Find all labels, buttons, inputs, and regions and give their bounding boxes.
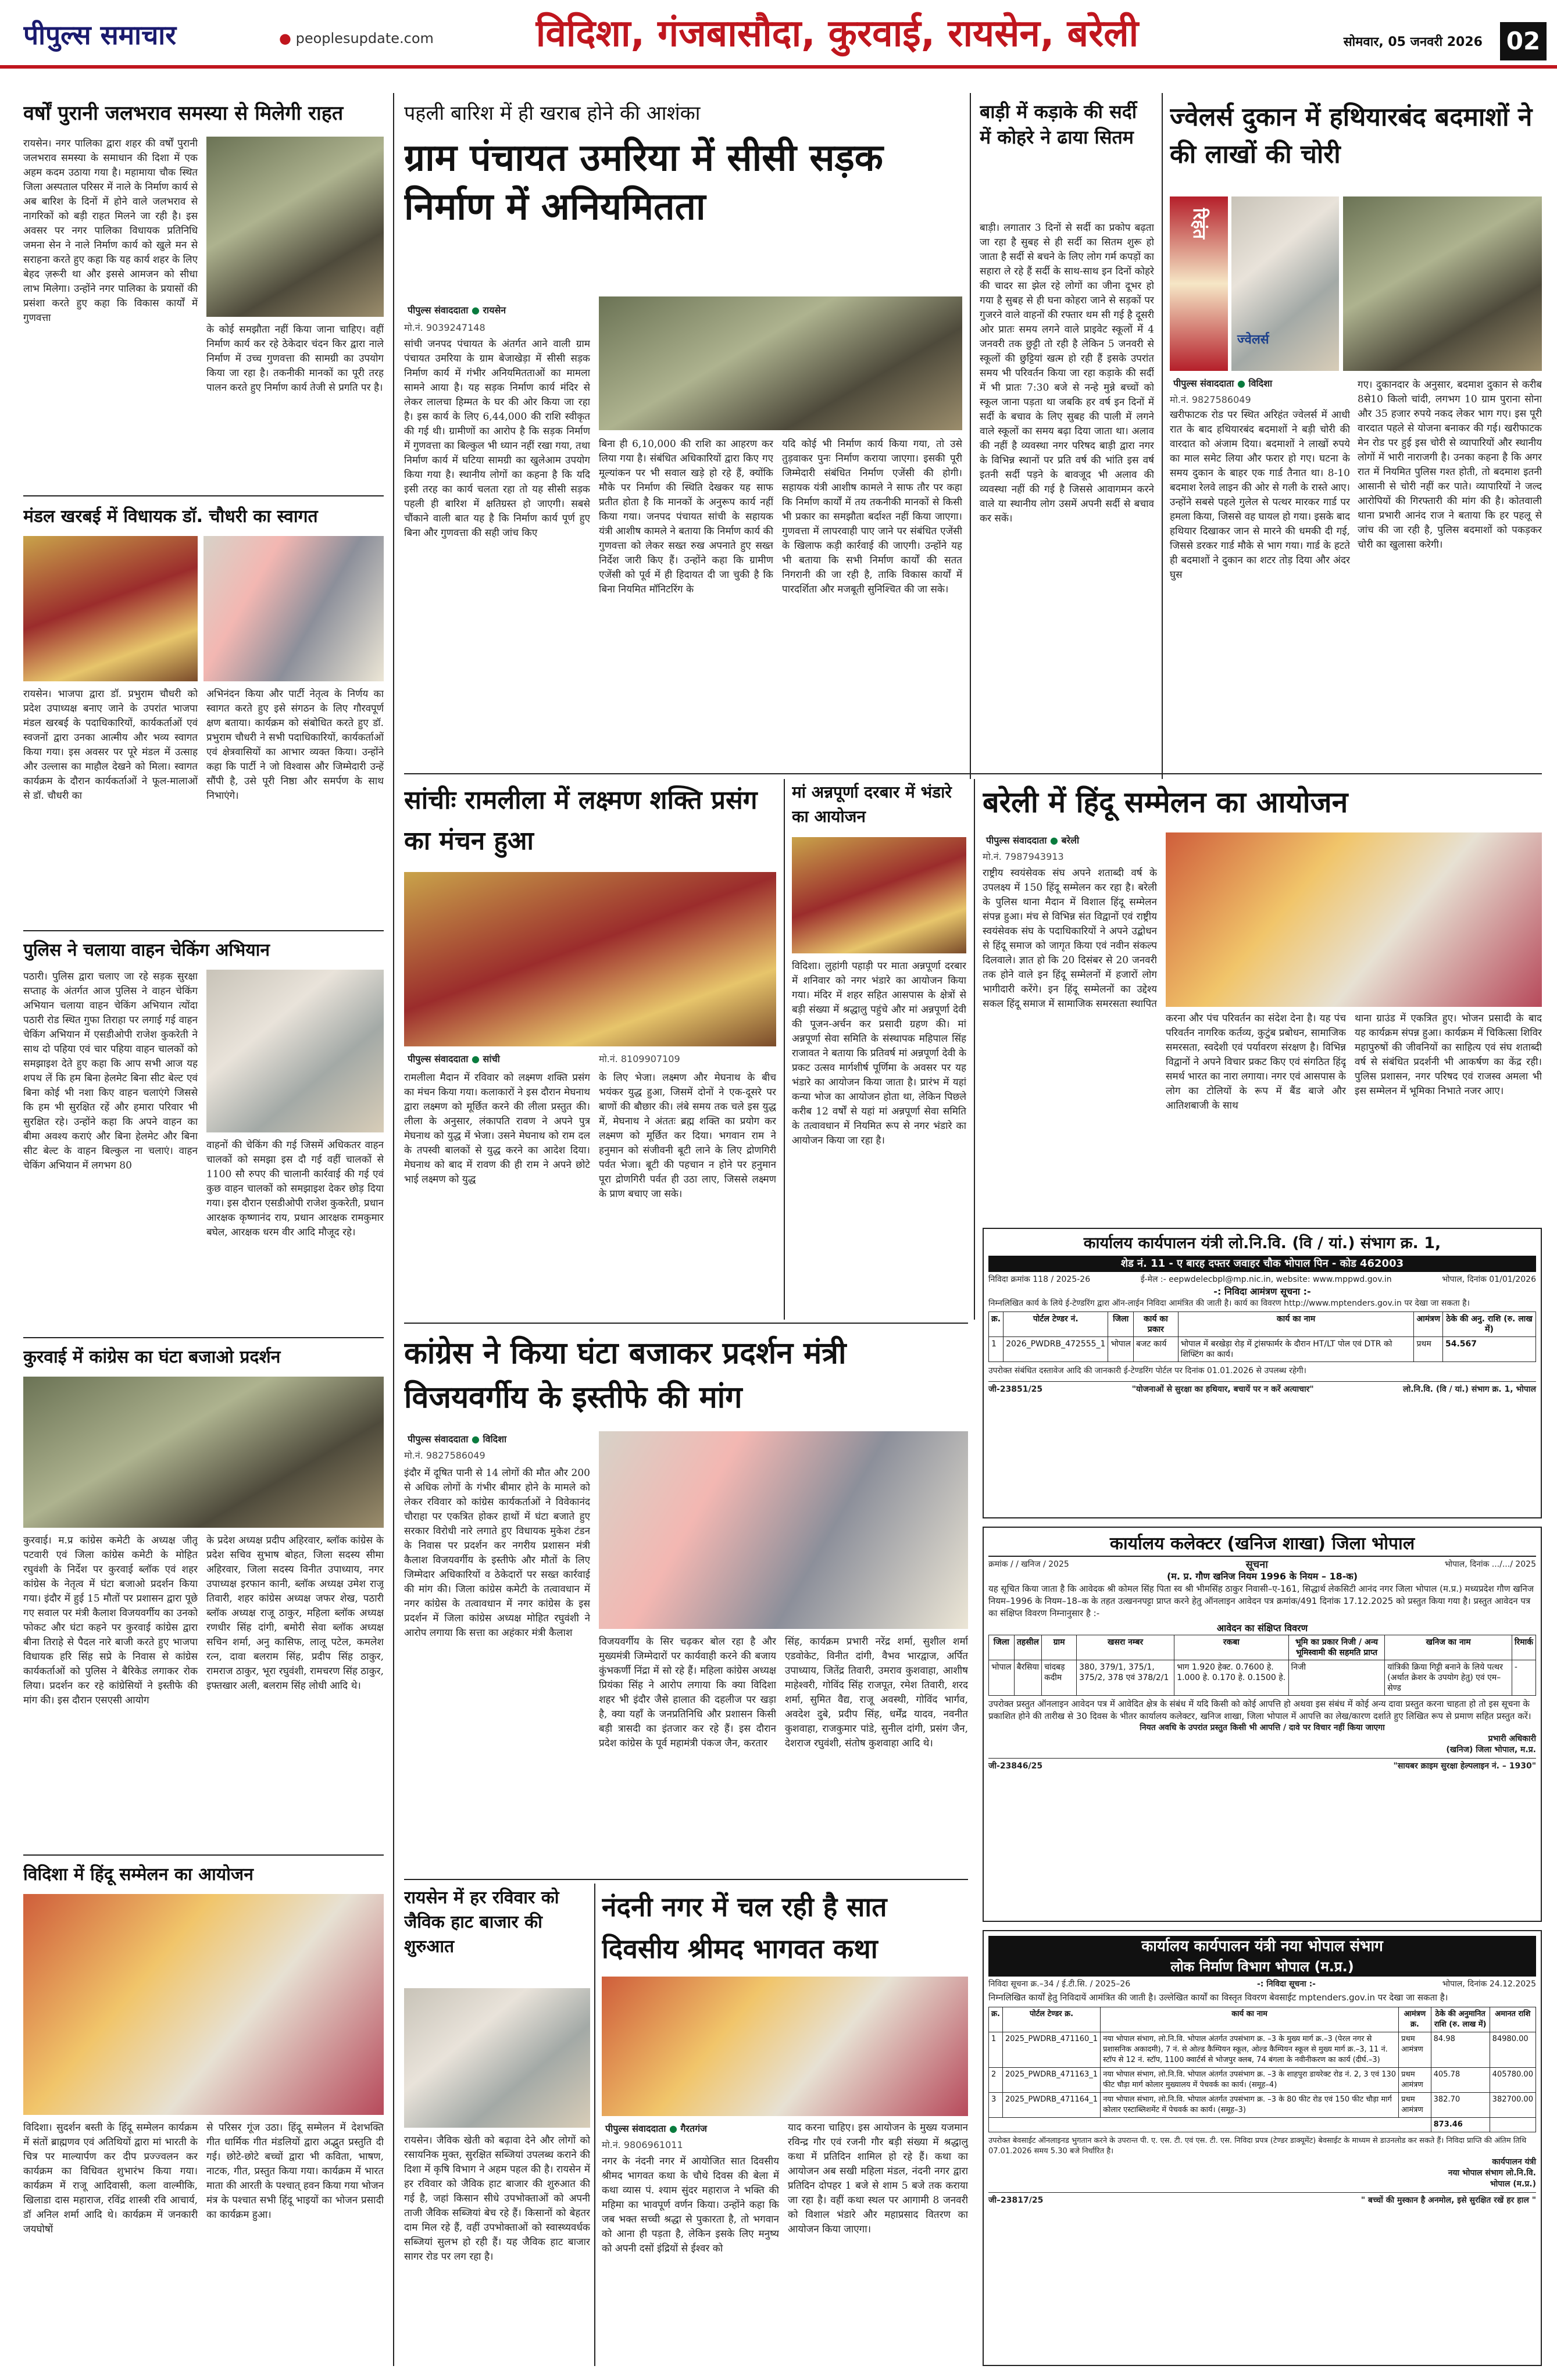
divider bbox=[23, 1854, 384, 1856]
dot-icon: ● bbox=[471, 305, 480, 316]
a2-photo-left bbox=[23, 536, 198, 681]
ad2-th: खसरा नम्बर bbox=[1077, 1635, 1174, 1660]
a4-headline: कुरवाई में कांग्रेस का घंटा बजाओ प्रदर्शन bbox=[23, 1347, 281, 1367]
ad1-email: ई-मेल :- eepwdelecbpl@mp.nic.in, website: www.mppwd.gov.in bbox=[1140, 1275, 1392, 1284]
ad2-title: कार्यालय कलेक्टर (खनिज शाखा) जिला भोपाल bbox=[988, 1532, 1536, 1557]
a11-byline: पीपुल्स संवाददाता ● बरेली bbox=[983, 832, 1157, 849]
a6-body-1: सांची जनपद पंचायत के अंतर्गत आने वाली ग्राम पंचायत उमरिया के ग्राम बेजाखेड़ा में सीसी सड़क निर्माण कार्य में गंभीर अनियमितताओं का मामला सामने आया है। यह सड़क निर्माण कार्य मंदिर से लेकर लालचा हिम्मत के घर की ओर किया जा रहा है। इस कार्य के लिए 6,44,000 की राशि स्वीकृत की गई थी। ग्रामीणों का आरोप है कि सड़क निर्माण में गुणवत्ता का बिल्कुल भी ध्यान नहीं रखा गया, तथा निर्माण कार्य में घटिया सामग्री का खुलेआम उपयोग किया गया है। स्थानीय लोगों का कहना है कि यदि इसी तरह का कार्य चलता रहा तो यह सीसी सड़क पहली ही बारिश में क्षतिग्रस्त हो जाएगी। सबसे चौंकाने वाली बात यह है कि निर्माण कार्य पूर्ण हुए बिना और गुणवत्ता की सही जांच किए bbox=[404, 338, 590, 539]
ad2-body: यह सूचित किया जाता है कि आवेदक श्री कोमल सिंह पिता स्व श्री भीमसिंह ठाकुर निवासी–ए-161, सिद्धार्थ लेकसिटी आनंद नगर जिला भोपाल (म.प्र.) मध्यप्रदेश गौण खनिज नियम–1996 के नियम–18–क के तहत उत्खननपट्टा प्राप्त करने हेतु ऑनलाइन आवेदन पत्र क्रमांक/491 दिनांक 17.12.2025 को प्रस्तुत किया गया है। प्रस्तुत आवेदन पत्र का संक्षिप्त विवरण निम्नानुसार है :- bbox=[988, 1584, 1534, 1618]
globe-icon: ● bbox=[279, 30, 291, 47]
a13-headline: रायसेन में हर रविवार को जैविक हाट बाजार की शुरुआत bbox=[404, 1888, 559, 1957]
ad3-title: कार्यालय कार्यपालन यंत्री नया भोपाल संभाग bbox=[988, 1936, 1536, 1957]
divider bbox=[404, 773, 1542, 774]
ad3-table bbox=[988, 2007, 1536, 2132]
ad3-signature-3: भोपाल (म.प्र.) bbox=[1490, 2179, 1536, 2189]
a2-headline: मंडल खरबई में विधायक डॉ. चौधरी का स्वागत bbox=[23, 506, 318, 527]
table-row bbox=[989, 2118, 1536, 2132]
ad2-body-2: उपरोक्त प्रस्तुत ऑनलाइन आवेदन पत्र में आवेदित क्षेत्र के संबंध में यदि किसी को कोई आपत्ति हो अथवा इस संबंध में कोई अन्य दावा प्रस्तुत करना चाहता हो तो इस सूचना के प्रकाशित होने की तारीख से 30 दिवस के भीतर कार्यालय कलेक्टर, खनिज शाखा, जिला भोपाल में आपत्ति का लेख/कारण दर्शाते हुए लिखित रूप से प्रमाण सहित प्रस्तुत करें। bbox=[988, 1699, 1531, 1721]
a3-body-1: पठारी। पुलिस द्वारा चलाए जा रहे सड़क सुरक्षा सप्ताह के अंतर्गत आज पुलिस ने वाहन चेकिंग अभियान चलाया वाहन चेकिंग अभियान त्योंदा पठारी रोड स्थित गुफा तिराहा पर लगाई गई वाहन चेकिंग अभियान में एसडीओपी राजेश कुकरेती ने साथ दो पहिया एवं चार पहिया वाहन चालकों को समझाइश देते हुए कहा कि आप सभी आज यह शपथ लें कि हम बिना हेलमेट बिना सीट बेल्ट एवं बिना कोई भी नशा किए वाहन चलाएंगे जिससे कि हम भी सुरक्षित रहें और हमारा परिवार भी सुरक्षित रहे। उन्होंने कहा कि अपने वाहन का बीमा अवश्य कराएं और बिना हेलमेट और बिना सीट बेल्ट के वाहन बिल्कुल ना चलाएं। वाहन चेकिंग अभियान में लगभग 80 bbox=[23, 971, 198, 1171]
logo[interactable] bbox=[23, 16, 273, 57]
ad1-th: कार्य का प्रकार bbox=[1134, 1312, 1179, 1337]
a2-body-2: अभिनंदन किया और पार्टी नेतृत्व के निर्णय का स्वागत करते हुए इसे संगठन के लिए गौरवपूर्ण क्षण बताया। कार्यक्रम को संबोधित करते हुए डॉ. प्रभुराम चौधरी ने सभी पदाधिकारियों, कार्यकर्ताओं एवं क्षेत्रवासियों का आभार व्यक्त किया। उन्होंने कहा कि पार्टी ने जो विश्वास और जिम्मेदारी उन्हें सौंपी है, उसे पूरी निष्ठा और समर्पण के साथ निभाएंगे। bbox=[206, 688, 384, 802]
a1-photo bbox=[206, 137, 384, 317]
a2-photo-right bbox=[203, 536, 384, 681]
masthead bbox=[0, 0, 1557, 69]
ad2-notice-label: सूचना bbox=[1245, 1559, 1268, 1571]
table-row: भोपाल बैरसिया चांदबड़ कदीम 380, 379/1, 375/1, 375/2, 378 एवं 378/2/1 भाग 1.920 हेक्ट. 0.7600 हे. 1.000 हे. 0.170 हे. 0.1500 हे. निजी यांत्रिकी क्रिया गिट्टी बनाने के लिये पत्थर (अर्थात क्रेशर के उपयोग हेतु) एवं एम–सेण्ड - bbox=[989, 1660, 1536, 1696]
a14-headline: नंदनी नगर में चल रही है सात दिवसीय श्रीमद भागवत कथा bbox=[602, 1891, 887, 1964]
a4-photo bbox=[23, 1377, 384, 1528]
a9-photo bbox=[404, 872, 776, 1046]
ad2-th: ग्राम bbox=[1042, 1635, 1077, 1660]
a2-body-1: रायसेन। भाजपा द्वारा डॉ. प्रभुराम चौधरी को प्रदेश उपाध्यक्ष बनाए जाने के उपरांत भाजपा मंडल खरबई के पदाधिकारियों, कार्यकर्ताओं एवं स्वजनों द्वारा उनका आत्मीय और भव्य स्वागत किया गया। इस अवसर पर पूरे मंडल में उत्साह और उल्लास का माहौल देखने को मिला। स्वागत कार्यक्रम के दौरान कार्यकर्ताओं ने फूल-मालाओं से डॉ. चौधरी का bbox=[23, 688, 198, 802]
dot-icon: ● bbox=[471, 1434, 480, 1445]
ad2-date: भोपाल, दिनांक .../.../ 2025 bbox=[1444, 1560, 1536, 1569]
column-rule bbox=[784, 779, 785, 1320]
a5-body-2: से परिसर गूंज उठा। हिंदू सम्मेलन में देशभक्ति गीत धार्मिक गीत मंडलियों द्वारा अद्भुत प्रस्तुति दी गई। छोटे-छोटे बच्चों द्वारा भी कविता, भाषण, नाटक, गीत, प्रस्तुत किया गया। कार्यक्रम में भारत माता की आरती के पश्चात् हवन किया गया भोजन मंत्र के पश्चात सभी हिंदू भाइयों का भोजन प्रसादी का कार्यक्रम हुआ। bbox=[206, 2122, 384, 2221]
a1-headline: वर्षों पुरानी जलभराव समस्या से मिलेगी राहत bbox=[23, 102, 344, 125]
a12-headline: कांग्रेस ने किया घंटा बजाकर प्रदर्शन मंत्री विजयवर्गीय के इस्तीफे की मांग bbox=[404, 1336, 847, 1415]
a8-byline: पीपुल्स संवाददाता ● विदिशा bbox=[1170, 376, 1344, 392]
divider bbox=[23, 930, 384, 931]
column-rule bbox=[974, 779, 975, 1320]
ad3-notice-label: -: निविदा सूचना :- bbox=[1256, 1979, 1316, 1989]
a9-headline: सांचीः रामलीला में लक्ष्मण शक्ति प्रसंग का मंचन हुआ bbox=[404, 785, 758, 856]
ad3-th: पोर्टल टेण्डर क्र. bbox=[1002, 2007, 1100, 2032]
logo-text: पीपुल्स समाचार bbox=[23, 19, 177, 51]
ad3-signature-1: कार्यपालन यंत्री bbox=[1492, 2157, 1536, 2167]
ad3-ref: निविदा सूचना क्र.–34 / ई.टी.सि. / 2025–26 bbox=[988, 1979, 1131, 1989]
divider bbox=[404, 1323, 968, 1324]
a11-photo bbox=[1166, 832, 1542, 1007]
dot-icon: ● bbox=[669, 2123, 677, 2134]
table-row: 2 2025_PWDRB_471163_1 नया भोपाल संभाग, लो.नि.वि. भोपाल अंतर्गत उपसंभाग क्र. –3 के शाहपुरा डायरेक्ट रोड नं. 2, 3 एवं 130 फीट चौड़ा मार्ग कोलार मुख्यालय में पेचवर्क का कार्य। (समूह–4) प्रथम आमंत्रण 405.78 405780.00 bbox=[989, 2068, 1536, 2093]
ad3-th: अमानत राशि bbox=[1490, 2007, 1535, 2032]
a8-photo-middle bbox=[1231, 196, 1339, 371]
ad3-subtitle: लोक निर्माण विभाग भोपाल (म.प्र.) bbox=[988, 1957, 1536, 1977]
a6-kicker: पहली बारिश में ही खराब होने की आशंका bbox=[404, 102, 701, 125]
table-row: 1 2025_PWDRB_471160_1 नया भोपाल संभाग, लो.नि.वि. भोपाल अंतर्गत उपसंभाग क्र. –3 के मुख्य मार्ग क्र.–3 (पेरल नगर से प्रशासनिक अकादमी), 7 नं. से ओल्ड कैम्पियन स्कूल, ओल्ड कैम्पियन स्कूल से मुख्य मार्ग क्र.–3, 11 नं. स्टॉप से 12 नं. स्टॉप, 1100 क्वार्टर्स से भोजपुर क्लब, 74 बंगला के नवीनीकरण का कार्य (दीर्घ.–3) प्रथम आमंत्रण 84.98 84980.00 bbox=[989, 2032, 1536, 2068]
table-row: 3 2025_PWDRB_471164_1 नया भोपाल संभाग, लो.नि.वि. भोपाल अंतर्गत उपसंभाग क्र. –3 के 80 फीट रोड एवं 150 फीट चौड़ा मार्ग कोलार एस्टाब्लिशमेंट में पेचवर्क का कार्य। (समूह–3) प्रथम आमंत्रण 382.70 382700.00 bbox=[989, 2093, 1536, 2118]
a9-body-2: के लिए भेजा। लक्ष्मण और मेघनाथ के बीच भयंकर युद्ध हुआ, जिसमें दोनों ने एक-दूसरे पर बाणों की बौछार की। लंबे समय तक चले इस युद्ध में, मेघनाथ ने अंततः ब्रह्म शक्ति का प्रयोग कर लक्ष्मण को मूर्छित कर दिया। भगवान राम ने हनुमान को संजीवनी बूटी लाने के लिए द्रोणगिरी पर्वत भेजा। बूटी की पहचान न होने पर हनुमान पूरा द्रोणगिरी पर्वत ही उठा लाए, जिससे लक्ष्मण के प्राण बचाए जा सके। bbox=[599, 1072, 776, 1200]
a8-headline: ज्वेलर्स दुकान में हथियारबंद बदमाशों ने की लाखों की चोरी bbox=[1170, 102, 1533, 169]
a8-photo-right bbox=[1343, 196, 1542, 371]
ad2-th: जिला bbox=[989, 1635, 1015, 1660]
a4-body-2: के प्रदेश अध्यक्ष प्रदीप अहिरवार, ब्लॉक कांग्रेस के प्रदेश सचिव सुभाष बोहत, जिला सदस्य सीमा अहिरवार, जिला सदस्य विनीत उपाध्याय, नगर उपाध्यक्ष इरफान कानी, ब्लॉक अध्यक्ष उमेश राजू तिवारी, शहर कांग्रेस अध्यक्ष जफर शेख, पठारी ब्लॉक अध्यक्ष राजू ठाकुर, महिला ब्लॉक अध्यक्ष रणधीर सिंह दांगी, बमोरी सेवा ब्लॉक अध्यक्ष सचिन शर्मा, अनु कासिफ, लालू पटेल, कमलेश रत्न, दावा बलराम सिंह, प्रदीप सिंह ठाकुर, रामराज ठाकुर, भूरा रघुवंशी, रामचरण सिंह ठाकुर, इफ्तखार अली, बलराम सिंह लोधी आदि थे। bbox=[206, 1535, 384, 1692]
a6-byline: पीपुल्स संवाददाता ● रायसेन bbox=[404, 302, 590, 319]
ad1-intro: निम्नलिखित कार्य के लिये ई-टेण्डरिंग द्वारा ऑन-लाईन निविदा आमंत्रित की जाती है। कार्य का विवरण http://www.mptenders.gov.in पर देखा जा सकता है। bbox=[988, 1299, 1470, 1308]
dot-icon: ● bbox=[471, 1053, 480, 1064]
ad1-table bbox=[988, 1311, 1536, 1362]
a11-headline: बरेली में हिंदू सम्मेलन का आयोजन bbox=[983, 785, 1348, 819]
ad3-slogan: " बच्चों की मुस्कान है अनमोल, इसे सुरक्षित रखें हर हाल " bbox=[1360, 2196, 1536, 2205]
ad2-table bbox=[988, 1635, 1536, 1696]
ad2-th: रकबा bbox=[1174, 1635, 1288, 1660]
ad1-th: पोर्टल टेण्डर नं. bbox=[1004, 1312, 1108, 1337]
a10-body: विदिशा। लुहांगी पहाड़ी पर माता अन्नपूर्णा दरबार में शनिवार को नगर भंडारे का आयोजन किया गया। मंदिर में शहर सहित आसपास के क्षेत्रों से बड़ी संख्या में श्रद्धालु पहुंचे और मां अन्नपूर्णा देवी की पूजन-अर्चन कर प्रसादी ग्रहण की। मां अन्नपूर्णा सेवा समिति के संस्थापक महिपाल सिंह राजावत ने बताया कि प्रतिवर्ष मां अन्नपूर्णा देवी के प्रकट उत्सव मार्गशीर्ष पूर्णिमा के अवसर पर यह भंडारे का आयोजन किया जाता है। प्रारंभ में यहां कन्या भोज का आयोजन होता था, लेकिन पिछले करीब 12 वर्षों से यहां मां अन्नपूर्णा सेवा समिति के तत्वावधान में नियमित रूप से नगर भंडारे का आयोजन किया जा रहा है। bbox=[792, 960, 966, 1146]
a6-photo bbox=[599, 296, 962, 430]
a11-body-3: थाना ग्राउंड में एकत्रित हुए। भोजन प्रसादी के बाद यह कार्यक्रम संपन्न हुआ। कार्यक्रम में चिकित्सा शिविर महापुरुषों की जीवनियों का साहित्य एवं संघ शताब्दी वर्ष से संबंधित प्रदर्शनी भी आकर्षण का केंद्र रही। पुलिस प्रशासन, नगर परिषद एवं राजस्व अमला भी इस सम्मेलन में भूमिका निभाते नजर आए। bbox=[1355, 1013, 1542, 1097]
a5-photo bbox=[23, 1894, 384, 2115]
a12-body-2: विजयवर्गीय के सिर चढ़कर बोल रहा है और मुख्यमंत्री जिम्मेदारों पर कार्यवाही करने की बजाय कुंभकर्णी निंद्रा में सो रहे हैं। महिला कांग्रेस अध्यक्ष प्रियंका सिंह ने आरोप लगाया कि क्या विदिशा शहर भी इंदौर जैसे हालात की दहलीज पर खड़ा है, क्या यहाँ के जनप्रतिनिधि और प्रशासन किसी बड़ी त्रासदी का इंतजार कर रहे हैं। इस दौरान प्रदेश कांग्रेस के पूर्व महामंत्री पंकज जैन, करतार bbox=[599, 1636, 776, 1749]
a3-photo bbox=[206, 970, 384, 1132]
a14-byline: पीपुल्स संवाददाता ● गैरतगंज bbox=[602, 2121, 776, 2137]
a6-mobile: मो.नं. 9039247148 bbox=[404, 322, 485, 333]
a10-headline: मां अन्नपूर्णा दरबार में भंडारे का आयोजन bbox=[792, 782, 952, 826]
a7-body: बाड़ी। लगातार 3 दिनों से सर्दी का प्रकोप बढ़ता जा रहा है सुबह से ही सर्दी का सितम शुरू हो जाता है सर्दी से बचने के लिए लोग गर्म कपड़ों का सहारा ले रहे हैं सर्दी के साथ-साथ इन दिनों कोहरे की चादर सा झेल रहे लोगों का जीना दूभर हो गया है सुबह से ही घना कोहरा जाने से सड़कों पर गुजरने वाले वाहनों की रफ्तार थम सी गई है दूसरी ओर प्रातः समय लगने वाले प्राइवेट स्कूलों में 4 जनवरी तक छुट्टी तो रही है लेकिन 5 जनवरी से स्कूलों की छुट्टियां खत्म हो रही हैं इसके उपरांत समय भी परिवर्तन किया जा रहा कड़ाके की सर्दी में भी प्रातः 7:30 बजे से नन्हे मुन्ने बच्चों को स्कूल जाना पड़ता था जबकि हर वर्ष इन दिनों में सर्दी के बचाव के लिए सुबह की पाली में लगने वाले स्कूलों का समय बढ़ा दिया जाता था। अलाव की नहीं है व्यवस्था नगर परिषद बाड़ी द्वारा नगर के विभिन्न स्थानों पर प्रति वर्ष की भांति इस वर्ष इतनी सर्दी पड़ने के बावजूद भी अलाव की व्यवस्था नहीं की गई है जिससे आवागमन करने वाले या स्थानीय लोग उसमें अपनी सर्दी से बचाव कर सकें। bbox=[980, 222, 1154, 524]
ad2-ref: क्रमांक / / खनिज / 2025 bbox=[988, 1560, 1069, 1569]
dot-icon: ● bbox=[1049, 835, 1058, 846]
column-rule bbox=[594, 1884, 595, 2366]
a9-byline: पीपुल्स संवाददाता ● सांची bbox=[404, 1051, 578, 1067]
ad2-signature-2: (खनिज) जिला भोपाल, म.प्र. bbox=[1446, 1745, 1536, 1754]
a12-body-1: इंदौर में दूषित पानी से 14 लोगों की मौत और 200 से अधिक लोगों के गंभीर बीमार होने के मामले को लेकर रविवार को कांग्रेस कार्यकर्ताओं ने विवेकानंद चौराहा पर एकत्रित होकर हाथों में घंटा बजाते हुए सरकार विरोधी नारे लगाते हुए विधायक मुकेश टंडन के निवास पर प्रदर्शन कर नगरीय प्रशासन मंत्री कैलाश विजयवर्गीय के इस्तीफे और मौतों के लिए जिम्मेदार अधिकारियों व ठेकेदारों पर सख्त कार्रवाई की मांग की। जिला कांग्रेस कमेटी के तत्वावधान में नगर कांग्रेस के तत्वावधान में नगर कांग्रेस के इस प्रदर्शन में जिला कांग्रेस अध्यक्ष मोहित रघुवंशी ने आरोप लगाया कि सत्ता का अहंकार मंत्री कैलाश bbox=[404, 1467, 590, 1639]
ad3-date: भोपाल, दिनांक 24.12.2025 bbox=[1442, 1979, 1536, 1989]
ad1-notice-label: -: निविदा आमंत्रण सूचना :- bbox=[1213, 1286, 1311, 1297]
ad1-th: आमंत्रण bbox=[1414, 1312, 1443, 1337]
divider bbox=[23, 1337, 384, 1338]
a12-body-3: सिंह, कार्यक्रम प्रभारी नरेंद्र शर्मा, सुशील शर्मा एडवोकेट, विनीत दांगी, वैभव भारद्वाज, अर्पित उपाध्याय, जितेंद्र तिवारी, उमराव कुशवाहा, आशीष माहेश्वरी, गोविंद सिंह राजपूत, रमेश तिवारी, शरद शर्मा, सुमित वैद्य, राजू अवस्थी, गोविंद भार्गव, अवदेश दुबे, प्रदीप सिंह, धर्मेंद्र यादव, नवनीत कुशवाहा, राजकुमार पांडे, सुनील दांगी, प्रसंग जैन, देशराज रघुवंशी, संतोष कुशवाहा आदि थे। bbox=[785, 1636, 968, 1749]
ad3-box bbox=[983, 1930, 1542, 2366]
a1-body-2: के कोई समझौता नहीं किया जाना चाहिए। वहीं निर्माण कार्य कर रहे ठेकेदार चंदन किर द्वारा नाले निर्माण में उच्च गुणवत्ता की सामग्री का उपयोग किया जा रहा है। तकनीकी मानकों का पूरी तरह पालन करते हुए निर्माण कार्य तेजी से प्रगति पर है। bbox=[206, 324, 384, 394]
a14-photo bbox=[602, 1977, 968, 2116]
ad3-intro: निम्नलिखित कार्यों हेतु निविदायें आमंत्रित की जाती है। उल्लेखित कार्यों का विस्तृत विवरण बेवसाईट mptenders.gov.in पर देखा जा सकता है। bbox=[988, 1992, 1448, 2003]
ad1-th: ठेके की अनु. राशि (रु. लाख में) bbox=[1442, 1312, 1535, 1337]
ad1-th: कार्य का नाम bbox=[1178, 1312, 1414, 1337]
section-title: विदिशा, गंजबासौदा, कुरवाई, रायसेन, बरेली bbox=[535, 12, 1139, 55]
a8-photo-left bbox=[1170, 196, 1228, 371]
a14-body-1: नगर के नंदनी नगर में आयोजित सात दिवसीय श्रीमद भागवत कथा के चौथे दिवस की बेला में कथा व्यास पं. श्याम सुंदर महाराज ने भक्ति की महिमा का भावपूर्ण वर्णन किया। उन्होंने कहा कि जब भक्त सच्ची श्रद्धा से पुकारता है, तो भगवान को आना ही पड़ता है, लेकिन इसके लिए मनुष्य को अपनी दसों इंद्रियों से ईश्वर को bbox=[602, 2156, 779, 2254]
a1-body-1: रायसेन। नगर पालिका द्वारा शहर की वर्षों पुरानी जलभराव समस्या के समाधान की दिशा में एक अहम कदम उठाया गया है। महामाया चौक स्थित जिला अस्पताल परिसर में नाले के निर्माण कार्य से अब बारिश के दिनों में होने वाले जलभराव से नागरिकों को बड़ी राहत मिलने जा रही है। इस अवसर पर नगर पालिका विधायक प्रतिनिधि जमना सेन ने नाले निर्माण कार्य को खुले मन से सराहना करते हुए कहा कि यह कार्य शहर के लिए बेहद ज़रूरी था और इससे आमजन को सीधा लाभ मिलेगा। उन्होंने नगर पालिका के प्रयासों की प्रसंशा करते हुए कहा कि विकास कार्यों में गुणवत्ता bbox=[23, 138, 198, 324]
ad2-body-3: नियत अवधि के उपरांत प्रस्तुत किसी भी आपत्ति / दावे पर विचार नहीं किया जाएगा bbox=[1140, 1723, 1385, 1732]
a9-mobile: मो.नं. 8109907109 bbox=[599, 1053, 680, 1064]
ad3-th: ठेके की अनुमानित राशि (रु. लाख में) bbox=[1431, 2007, 1490, 2032]
ad2-rule: (म. प्र. गौण खनिज नियम 1996 के नियम – 18-क) bbox=[1166, 1571, 1358, 1582]
a8-mobile: मो.नं. 9827586049 bbox=[1170, 394, 1251, 405]
column-rule bbox=[1162, 93, 1163, 779]
dot-icon: ● bbox=[1237, 378, 1245, 389]
ad2-th: भूमि का प्रकार निजी / अन्य भूमिस्वामी की सहमति प्राप्त bbox=[1288, 1635, 1385, 1660]
ad1-th: जिला bbox=[1108, 1312, 1134, 1337]
a8-sign-caption: ज्वेलर्स bbox=[1237, 333, 1269, 347]
ad1-subtitle: शेड नं. 11 - ए बारह दफ्तर जवाहर चौक भोपाल पिन - कोड 462003 bbox=[988, 1256, 1536, 1272]
a12-photo bbox=[599, 1431, 968, 1629]
a6-body-2: बिना ही 6,10,000 की राशि का आहरण कर लिया गया है। संबंधित अधिकारियों द्वारा किए गए मूल्यांकन पर भी सवाल खड़े हो रहे हैं, क्योंकि मौके पर निर्माण की स्थिति देखकर यह साफ प्रतीत होता है कि मानकों के अनुरूप कार्य नहीं किया गया। जनपद पंचायत सांची के सहायक यंत्री आशीष कामले ने बताया कि निर्माण कार्य की गुणवत्ता को लेकर सख्त रुख अपनाते हुए सख्त निर्देश जारी किए हैं। उन्होंने कहा कि ग्रामीण एजेंसी को पूर्व में ही हिदायत दी जा चुकी है कि बिना नियमित मॉनिटरिंग के bbox=[599, 438, 773, 595]
a3-body-2: वाहनों की चेकिंग की गई जिसमें अधिकतर वाहन चालकों को समझा इस दौ गई वहीं चालकों से 1100 सौ रुपए की चालानी कार्रवाई की गई एवं कुछ वाहन चालकों को समझाइश देकर छोड़ दिया गया। इस दौरान एसडीओपी राजेश कुकरेती, प्रधान आरक्षक कृष्णानंद राय, प्रधान आरक्षक रामकुमार बघेल, आरक्षक धरम वीर आदि मौजूद रहे। bbox=[206, 1139, 384, 1238]
a4-body-1: कुरवाई। म.प्र कांग्रेस कमेटी के अध्यक्ष जीतू पटवारी एवं जिला कांग्रेस कमेटी के मोहित रघुवंशी के निर्देश पर कुरवाई ब्लॉक एवं शहर कांग्रेस के नेतृत्व में घंटा बजाओ प्रदर्शन किया गया। इंदौर में हुई 15 मौतों पर प्रशासन द्वारा पूछे गए सवाल पर मंत्री कैलाश विजयवर्गीय का उनको फोकट और घंटा कहने पर कुरवाई कांग्रेस द्वारा बीना तिराहे से पैदल नारे बाजी करते हुए भाजपा विधायक हरि सिंह सप्रे के निवास से कांग्रेस कार्यकर्ताओं को पुलिस ने बैरिकेड लगाकर रोक लिया। प्रदर्शन कर रहे कांग्रेसियों ने इस्तीफे की मांग की। इस दौरान एसएसी आयोग bbox=[23, 1535, 198, 1706]
ad1-title: कार्यालय कार्यपालन यंत्री लो.नि.वि. (वि / यां.) संभाग क्र. 1, bbox=[1083, 1234, 1441, 1252]
a13-photo bbox=[404, 1988, 590, 2128]
ad1-date: भोपाल, दिनांक 01/01/2026 bbox=[1442, 1275, 1536, 1284]
ad2-th: खनिज का नाम bbox=[1385, 1635, 1512, 1660]
issue-date: सोमवार, 05 जनवरी 2026 bbox=[1343, 35, 1483, 49]
ad3-code: जी–23817/25 bbox=[988, 2196, 1044, 2205]
a12-byline: पीपुल्स संवाददाता ● विदिशा bbox=[404, 1431, 578, 1448]
ad2-slogan: "सायबर क्राइम सुरक्षा हेल्पलाइन नं. – 1930" bbox=[1393, 1761, 1536, 1771]
a12-mobile: मो.नं. 9827586049 bbox=[404, 1450, 485, 1461]
ad2-table-title: आवेदन का संक्षिप्त विवरण bbox=[1216, 1623, 1308, 1634]
ad1-code: जी-23851/25 bbox=[988, 1385, 1043, 1394]
ad1-signature: लो.नि.वि. (वि / यां.) संभाग क्र. 1, भोपाल bbox=[1403, 1385, 1536, 1394]
a7-headline: बाड़ी में कड़ाके की सर्दी में कोहरे ने ढाया सितम bbox=[980, 101, 1137, 148]
ad2-code: जी-23846/25 bbox=[988, 1761, 1043, 1771]
a10-photo bbox=[792, 837, 966, 953]
ad1-footer: उपरोक्त संबंधित दस्तावेज आदि की जानकारी ई-टेण्डरिंग पोर्टल पर दिनांक 01.01.2026 से उपलब्ध रहेगी। bbox=[988, 1366, 1306, 1375]
a9-body-1: रामलीला मैदान में रविवार को लक्ष्मण शक्ति प्रसंग का मंचन किया गया। कलाकारों ने इस दौरान मेघनाथ द्वारा लक्ष्मण को मूर्छित करने की लीला प्रस्तुत की। लीला के अनुसार, लंकापति रावण ने अपने पुत्र मेघनाथ को युद्ध में भेजा। उसने मेघनाथ को राम दल के तपस्वी बालकों से युद्ध करने का आदेश दिया। मेघनाथ को बाद में रावण की ही राम ने अपने छोटे भाई लक्ष्मण को युद्ध bbox=[404, 1072, 590, 1185]
column-rule bbox=[970, 93, 971, 779]
a11-body-1: राष्ट्रीय स्वयंसेवक संघ अपने शताब्दी वर्ष के उपलक्ष्य में 150 हिंदू सम्मेलन कर रहा है। बरेली के पुलिस थाना मैदान में विशाल हिंदू सम्मेलन संपन्न हुआ। मंच से विभिन्न संत विद्वानों एवं राष्ट्रीय स्वयंसेवक संघ के पदाधिकारियों ने अपने उद्बोधन से हिंदू समाज को जागृत किया एवं नवीन संकल्प दिलवाले। ज्ञात हो कि 20 दिसंबर से 20 जनवरी तक होने वाले इन हिंदू सम्मेलनों में हजारों लोग भागीदारी करेंगे। इन हिंदू सम्मेलनों का उद्देश्य सकल हिंदू समाज में सामाजिक समरसता स्थापित bbox=[983, 867, 1157, 1010]
ad2-signature-1: प्रभारी अधिकारी bbox=[1488, 1734, 1536, 1743]
ad1-ref: निविदा क्रमांक 118 / 2025-26 bbox=[988, 1275, 1091, 1284]
ad1-box bbox=[983, 1228, 1542, 1518]
a5-body-1: विदिशा। सुदर्शन बस्ती के हिंदू सम्मेलन कार्यक्रम में संतों ब्राह्मणव एवं अतिथियों द्वारा मां भारती के चित्र पर माल्यार्पण कर दीप प्रज्ज्वलन कर कार्यक्रम का विधिवत शुभारंभ किया गया। कार्यक्रम में राजू आदिवासी, कला वाल्मीकि, खिलाडा दास महाराज, रविंद्र शास्त्री रवि आचार्य, डॉ अनिल शर्मा आदि थे। कार्यक्रम में जनकारी जयघोषों bbox=[23, 2122, 198, 2235]
a11-body-2: करना और पंच परिवर्तन का संदेश देना है। यह पंच परिवर्तन नागरिक कर्तव्य, कुटुंब प्रबोधन, सामाजिक समरसता, स्वदेशी एवं पर्यावरण संरक्षण है। विभिन्न विद्वानों ने अपने विचार प्रकट किए एवं संगठित हिंदू समर्थ भारत का नारा लगाया। नगर एवं आसपास के लोग का टोलियों के रूप में बैंड बाजे और आतिशबाजी के साथ bbox=[1166, 1013, 1346, 1112]
ad2-th: तहसील bbox=[1014, 1635, 1042, 1660]
ad2-th: रिमार्क bbox=[1512, 1635, 1535, 1660]
ad3-signature-2: नया भोपाल संभाग लो.नि.वि. bbox=[1448, 2168, 1536, 2178]
ad3-total: 873.46 bbox=[1431, 2118, 1490, 2132]
table-row: 1 2026_PWDRB_472555_1 भोपाल बजट कार्य भोपाल में बरखेड़ा रोड़ में ट्रांसफार्मर के दौरान HT/LT पोल एवं DTR को शिफ्टिंग का कार्य। प्रथम 54.567 bbox=[989, 1337, 1536, 1362]
ad3-th: कार्य का नाम bbox=[1101, 2007, 1399, 2032]
divider bbox=[23, 495, 384, 496]
a11-mobile: मो.नं. 7987943913 bbox=[983, 851, 1064, 862]
a8-body-2: गए। दुकानदार के अनुसार, बदमाश दुकान से करीब 8से10 किलो चांदी, लगभग 10 ग्राम पुराना सोना और 35 हजार रुपये नकद लेकर भाग गए। इस पूरी वारदात पहले से योजना बनाकर की गई। खरीफाटक मेन रोड पर हुई इस चोरी से व्यापारियों और स्थानीय लोगों में भारी नाराजगी है। उनका कहना है कि अगर रात में नियमित पुलिस गश्त होती, तो बदमाश इतनी आसानी से चोरी नहीं कर पाते। व्यापारियों ने जल्द आरोपियों की गिरफ्तारी की मांग की है। कोतवाली थाना प्रभारी आनंद राज ने बताया कि हर पहलू से जांच की जा रही है, पुलिस बदमाशों को पकड़कर चोरी का खुलासा करेगी। bbox=[1358, 379, 1542, 551]
divider bbox=[404, 1879, 968, 1880]
a8-body-1: खरीफाटक रोड पर स्थित अरिहंत ज्वेलर्स में आधी रात के बाद हथियारबंद बदमाशों ने बड़ी चोरी की वारदात को अंजाम दिया। बदमाशों ने लाखों रुपये का माल समेट लिया और फरार हो गए। घटना के समय दुकान के बाहर एक गार्ड तैनात था। 8-10 बदमाश रेलवे लाइन की ओर से गली के रास्ते आए। उन्होंने सबसे पहले गुलेल से पत्थर मारकर गार्ड पर हमला किया, जिससे वह घायल हो गया। इसके बाद हथियार दिखाकर जान से मारने की धमकी दी गई, जिससे डरकर गार्ड मौके से भाग गया। गार्ड के हटते ही बदमाशों ने दुकान का शटर तोड़ दिया और अंदर घुस bbox=[1170, 409, 1350, 581]
ad1-th: क्र. bbox=[989, 1312, 1004, 1337]
website[interactable]: ● peoplesupdate.com bbox=[279, 30, 434, 47]
ad3-th: आमंत्रण क्र. bbox=[1399, 2007, 1431, 2032]
a8-sign-text: रिहंत bbox=[1189, 208, 1209, 240]
a13-body: रायसेन। जैविक खेती को बढ़ावा देने और लोगों को रसायनिक मुक्त, सुरक्षित सब्जियां उपलब्ध कराने की दिशा में कृषि विभाग ने अहम पहल की है। रायसेन में हर रविवार को जैविक हाट बाजार की शुरुआत की गई है, जहां किसान सीधे उपभोक्ताओं को अपनी ताजी जैविक सब्जियां बेच रहे हैं। किसानों को बेहतर दाम मिल रहे हैं, वहीं उपभोक्ताओं को स्वास्थ्यवर्धक सब्जियां सुलभ हो रही हैं। यह जैविक हाट बाजार सागर रोड पर लग रहा है। bbox=[404, 2135, 590, 2263]
a6-body-3: यदि कोई भी निर्माण कार्य किया गया, तो उसे तुड़वाकर पुनः निर्माण कराया जाएगा। इसकी पूरी जिम्मेदारी संबंधित निर्माण एजेंसी की होगी। सहायक यंत्री आशीष कामले ने साफ तौर पर कहा कि निर्माण कार्यों में तय तकनीकी मानकों से किसी भी प्रकार का समझौता बर्दाश्त नहीं किया जाएगा। गुणवत्ता में लापरवाही पाए जाने पर संबंधित एजेंसी के खिलाफ कड़ी कार्रवाई की जाएगी। उन्होंने यह भी बताया कि सभी निर्माण कार्यों की सतत निगरानी की जा रही है, ताकि विकास कार्यों में पारदर्शिता और मजबूती सुनिश्चित की जा सके। bbox=[782, 438, 962, 595]
ad1-slogan: "योजनाओं से सुरक्षा का हथियार, बचायें पर न करें अत्याचार" bbox=[1131, 1385, 1314, 1394]
a14-mobile: मो.नं. 9806961011 bbox=[602, 2139, 683, 2150]
ad3-th: क्र. bbox=[989, 2007, 1003, 2032]
column-rule bbox=[393, 93, 394, 2366]
ad3-footer: उपरोक्त बेवसाईट ऑनलाइनड भुगतान करने के उपरान्त पी. ए. एस. टी. एवं एस. टी. एस. निविदा प्रपत्र (टेण्डर डाक्यूमेंट) बेवसाईट के माध्यम से डाउनलोड कर सकते हैं। निविदा प्राप्ति की अंतिम तिथि 07.01.2026 समय 5.30 बजे निर्धारित है। bbox=[988, 2136, 1527, 2156]
page-number: 02 bbox=[1500, 22, 1547, 60]
a6-headline: ग्राम पंचायत उमरिया में सीसी सड़क निर्माण में अनियमितता bbox=[404, 137, 883, 228]
ad2-box bbox=[983, 1527, 1542, 1922]
a5-headline: विदिशा में हिंदू सम्मेलन का आयोजन bbox=[23, 1864, 253, 1885]
a14-body-2: याद करना चाहिए। इस आयोजन के मुख्य यजमान रविन्द्र गौर एवं रजनी गौर बड़ी संख्या में श्रद्धालु कथा में प्रतिदिन शामिल हो रहे हैं। कथा का आयोजन अब सखी महिला मंडल, नंदनी नगर द्वारा प्रतिदिन दोपहर 1 बजे से शाम 5 बजे तक कराया जा रहा है। वहीं कथा स्थल पर आगामी 8 जनवरी को विशाल भंडारे और महाप्रसाद वितरण का आयोजन किया जाएगा। bbox=[788, 2122, 968, 2235]
a3-headline: पुलिस ने चलाया वाहन चेकिंग अभियान bbox=[23, 940, 270, 960]
